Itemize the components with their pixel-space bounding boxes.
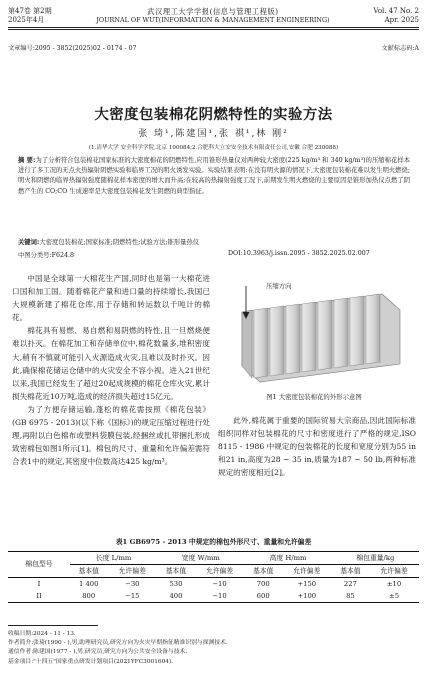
keywords [18,237,410,246]
volume-cn: 第47卷 第2期 [8,7,52,15]
footnote-author: 作者简介:张琦(1990 - ),男,助理研究员,研究方向为火灾早期指征精准识别与探测技术. [8,640,228,647]
volume-en-block [373,7,419,25]
table-row [8,578,419,591]
paragraph: 中国是全球第一大棉花生产国,同时也是第一大棉花进口国和加工国。随着棉花产量和进口量的持续增长,我国已大规模新建了棉花仓库,用于存储和转运数以千吨计的棉花。 [12,274,210,323]
table-subheader: 基本值 [70,565,107,578]
table-cell: 800 [70,590,107,603]
compression-label: 压缩方向 [266,282,292,290]
figure-1 [224,272,404,384]
table-cell: −10 [195,590,245,603]
table-subheader: 允许偏差 [282,565,332,578]
clc-number: 中图分类号:F624.8 [18,252,75,259]
authors: 张 琦¹,陈建国¹,张 祺¹,林 刚² [138,129,289,139]
table-cell: I [37,579,41,588]
affiliation: (1.清华大学 安全科学学院,北京 100084;2.合肥科大立安安全技术有限责任公司,安徽 合肥 230088) [88,145,339,151]
table-cell: 400 [157,590,194,603]
keywords-label: 关键词: [18,239,40,246]
body-right-column [218,414,416,479]
journal-en: JOURNAL OF WUT(INFORMATION & MANAGEMENT ENGINEERING) [96,16,330,24]
volume-issue [8,7,52,25]
footnote-rule [8,625,98,626]
table-subheader: 允许偏差 [369,565,419,578]
table-cell: 227 [343,579,357,588]
journal-name [93,7,333,25]
abstract-label: 摘 要: [18,157,36,164]
table-header-height: 高度 H/mm [244,552,331,565]
header-rule [8,27,419,28]
header-rule-thin [8,29,419,30]
table-cell: 85 [332,590,369,603]
table-header-weight: 棉包重量/kg [332,552,419,565]
journal-cn: 武汉理工大学学报(信息与管理工程版) [147,7,279,16]
table-subheader: 允许偏差 [107,565,157,578]
compression-arrow [243,286,250,319]
article-number: 文章编号:2095 - 3852(2025)02 - 0174 - 07 [8,45,137,52]
table-subheader: 基本值 [332,565,369,578]
volume-en: Vol. 47 No. 2 [373,7,419,15]
abstract-text: 为了分析符合包装棉花国家标准的大密度棉花的阴燃特性,应用锥形热量仪对两种较大密度(225 kg/m³ 和 340 kg/m³)的压缩棉花样本进行了多工况的无点火热辐射阴燃实验和临界工况的明火诱发实验。实验结果表明:在没有明火源的情况下,大密度包装棉花难以发生明火燃烧;明火和阴燃的临界热辐射强度随棉花样本密度的增大而升高;在较高的热辐射强度工况下,前期发生明火燃烧的主要原因是锥形加热仪点燃了阴燃产生的 CO;CO 生成速率是大密度包装棉花发生阴燃的典型指征。 [18,157,410,195]
footnote-funding: 基金项目:"十四五"国家重点研发计划项目(2021YFC3001604). [8,658,174,665]
table-cell: 600 [244,590,281,603]
table-subheader: 允许偏差 [195,565,245,578]
table-cell: −10 [212,579,227,588]
abstract [18,156,410,197]
table-cell: +100 [282,590,332,603]
paragraph: 此外,棉花属于重要的国际贸易大宗商品,因此国际标准组织同样对包装棉花的尺寸和密度进行了严格的规定,ISO 8115 - 1986 中规定的包装棉花的长度和宽度分别为55 in和21 in,高度为28 ~ 35 in,质量为187 ~ 50 lb,两种标准规定的密度相近[2]。 [218,416,416,478]
table-header-type: 棉包型号 [8,552,70,578]
table-cell: 700 [256,579,270,588]
table-cell: +150 [297,579,317,588]
figure-caption: 图1 大密度包装棉花的外形示意图 [266,393,362,401]
table-cell: 1 400 [78,579,99,588]
table-cell: −15 [107,590,157,603]
table-cell: 530 [169,579,183,588]
table-cell: −30 [125,579,140,588]
footnote-corresponding: 通信作者:陈建国(1977 - ),男,研究员,研究方向为公共安全设备与技术. [8,649,188,656]
table-cell: ±10 [386,579,402,588]
table-header-width: 宽度 W/mm [157,552,244,565]
keywords-text: 大密度包装棉花;国家标准;阴燃特性;试验方法;锥形量热仪 [39,239,200,246]
bale-slabs [242,294,400,382]
paragraph: 棉花具有易燃、易自燃和易阴燃的特性,且一旦燃烧便难以扑灭。在棉花加工和存储单位中,棉花数量多,堆积密度大,稍有不慎就可能引入火源造成火灾,且难以及时扑灭。因此,确保棉花储运仓储中的火灾安全不容小视。进入21世纪以来,我国已经发生了超过20起成规模的棉花仓库火灾,累计损失棉花近10万吨,造成的经济损失超过15亿元。 [12,326,210,401]
table-subheader: 基本值 [157,565,194,578]
table-cell: II [8,590,70,603]
paper-title: 大密度包装棉花阴燃特性的实验方法 [94,107,333,123]
table-caption: 表1 GB6975 - 2013 中规定的棉包外形尺寸、重量和允许偏差 [115,538,312,546]
paragraph: 为了方便存储运输,蓬松的棉花需按照《棉花包装》(GB 6975 - 2013)(以下称《国标》)的规定压缩过程进行处理,再附以白色棉布或塑料袋膜包装,经捆丝或扎带捆扎形成致密棉包如图1所示[1]。棉包的尺寸、重量和允许偏差需符合表1中的规定,其密度中位数高达425 kg/m³。 [12,404,210,467]
cotton-bale-illustration [224,272,404,384]
doi: DOI:10.3963/j.issn.2095 - 3852.2025.02.007 [228,250,370,257]
table-row [8,590,419,603]
dimension-table [8,551,419,603]
footnote-received: 收稿日期:2024 - 11 - 13. [8,631,76,637]
table-cell: ±5 [369,590,419,603]
table-subheader: 基本值 [244,565,281,578]
table-header-length: 长度 L/mm [70,552,157,565]
date-cn: 2025年4月 [8,16,45,24]
document-code: 文献标志码:A [381,45,419,52]
body-left-column [12,272,210,468]
date-en: Apr. 2025 [384,16,419,24]
footnotes [8,630,419,667]
